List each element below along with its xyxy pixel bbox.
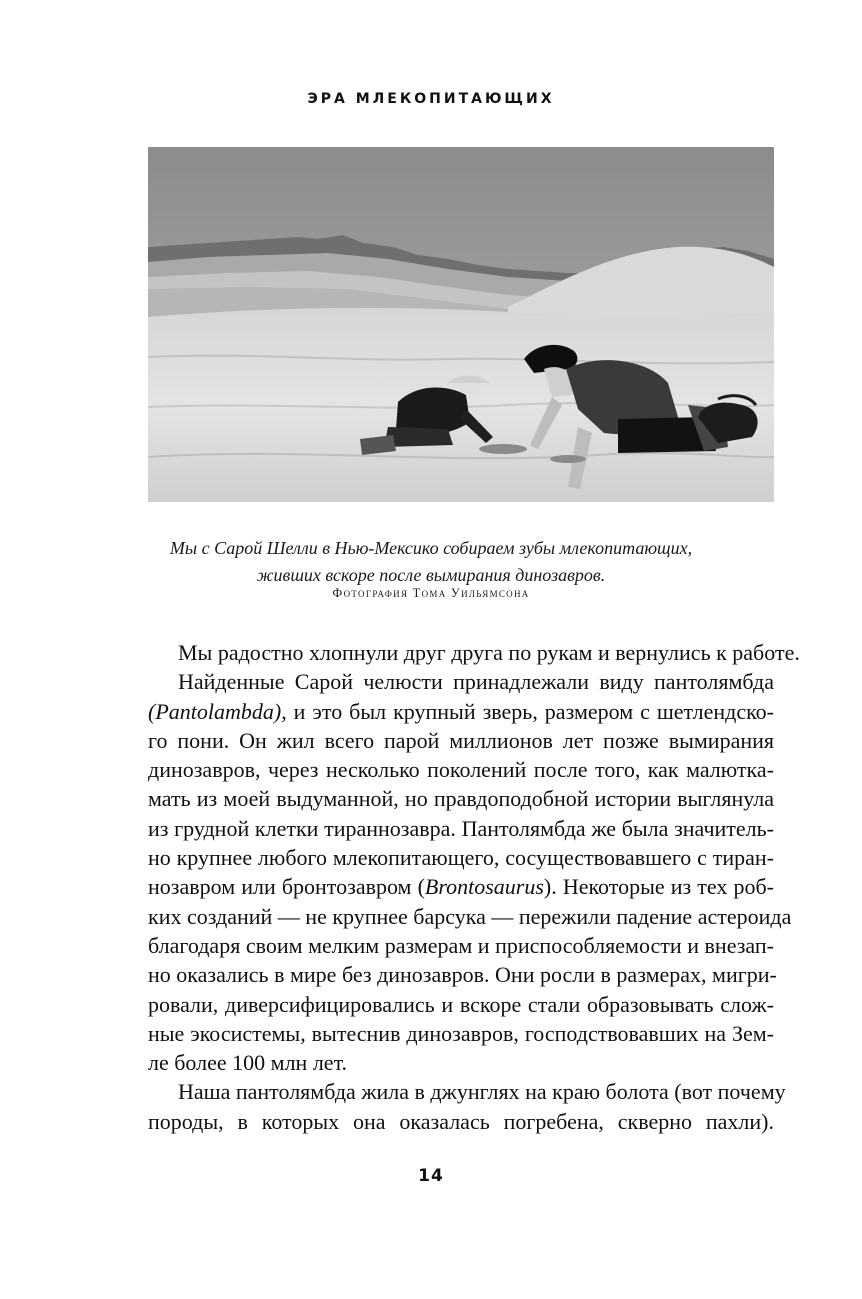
caption-line-1: Мы с Сарой Шелли в Нью-Мексико собираем зубы млекопитающих,	[169, 538, 693, 558]
page-number: 14	[418, 1166, 444, 1186]
photograph	[148, 147, 774, 502]
text-line: породы, в которых она оказалась погребена, скверно пахли).	[148, 1108, 774, 1134]
text-line	[148, 697, 774, 726]
text-line: но оказались в мире без динозавров. Они росли в размерах, мигри-	[148, 962, 777, 988]
text-line: ких созданий — не крупнее барсука — пережили падение астероида	[148, 903, 792, 929]
photo-caption	[100, 535, 762, 589]
text-line: Мы радостно хлопнули друг друга по рукам и вернулись к работе.	[178, 640, 800, 665]
italic-term: Brontosaurus	[424, 874, 544, 900]
text-line: мать из моей выдуманной, но правдоподобной истории выглянула	[148, 786, 774, 812]
running-head: ЭРА МЛЕКОПИТАЮЩИХ	[307, 91, 555, 107]
text-line: Найденные Сарой челюсти принадлежали виду пантолямбда	[178, 669, 774, 695]
text-line: динозавров, через несколько поколений после того, как малютка-	[148, 757, 774, 783]
text-line: го пони. Он жил всего парой миллионов лет позже вымирания	[148, 727, 774, 753]
text-line: Наша пантолямбда жила в джунглях на краю болота (вот почему	[178, 1079, 786, 1105]
badlands-excavation-photo	[148, 147, 774, 502]
text-fragment: ). Некоторые из тех роб-	[543, 874, 775, 900]
text-line: из грудной клетки тираннозавра. Пантолямбда же была значитель-	[148, 815, 774, 841]
text-line	[148, 872, 774, 901]
caption-line-2: живших вскоре после вымирания динозавров.	[256, 565, 606, 585]
text-line: но крупнее любого млекопитающего, сосуществовавшего с тиран-	[148, 845, 774, 871]
body-text	[148, 638, 800, 1136]
text-fragment: , и это был крупный зверь, размером с шетлендско-	[281, 698, 774, 724]
text-line: ровали, диверсифицировались и вскоре стали образовывать слож-	[148, 991, 774, 1017]
text-line: благодаря своим мелким размерам и приспособляемости и внезап-	[148, 932, 774, 958]
text-line: ле более 100 млн лет.	[148, 1050, 348, 1076]
text-line: ные экосистемы, вытеснив динозавров, господствовавших на Зем-	[148, 1020, 774, 1046]
text-fragment: нозавром или бронтозавром (	[148, 874, 425, 900]
photo-credit: Фотография Тома Уильямсона	[332, 586, 530, 600]
italic-term: (Pantolambda)	[148, 698, 282, 724]
